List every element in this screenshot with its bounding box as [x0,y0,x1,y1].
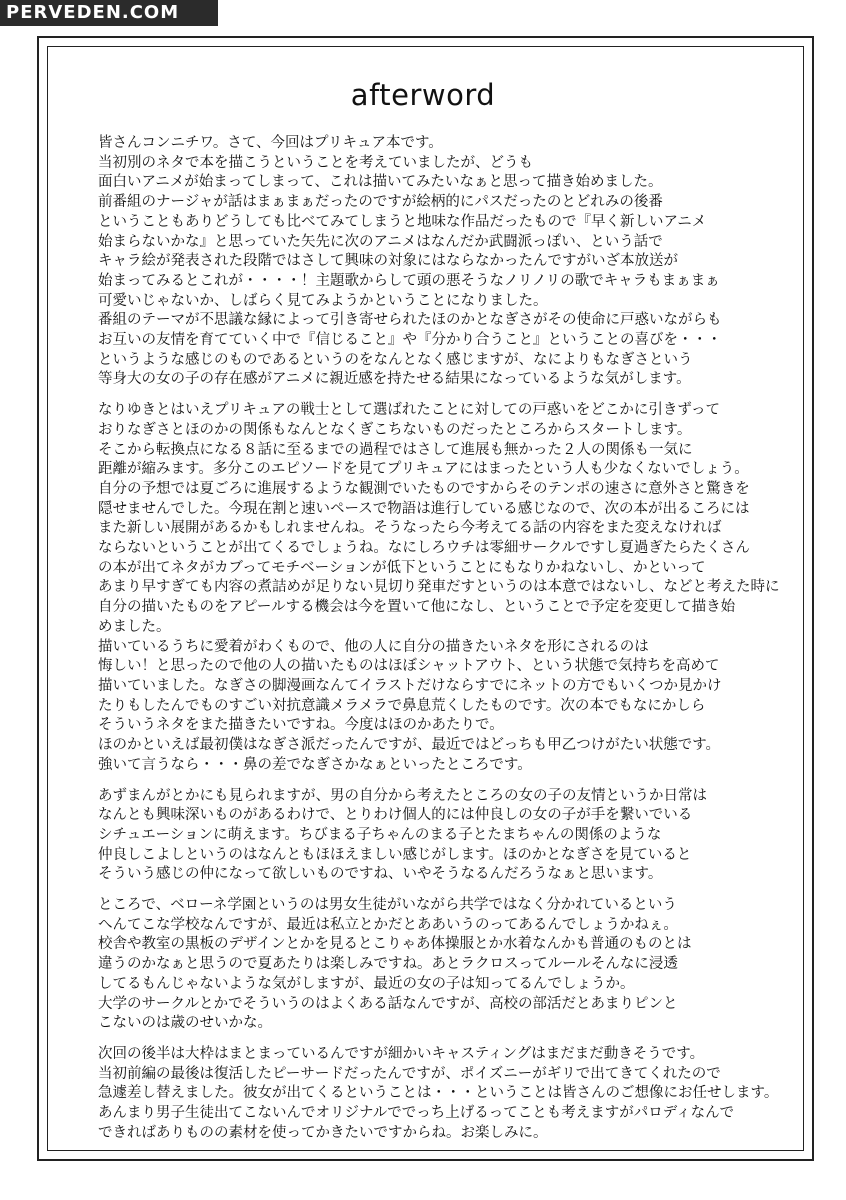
text-line: 悔しい！と思ったので他の人の描いたものはほぼシャットアウト、という状態で気持ちを高めて [98,658,720,675]
text-line: そこから転換点になる８話に至るまでの過程ではさして進展も無かった２人の関係も一気に [98,441,693,458]
text-line: あずまんがとかにも見られますが、男の自分から考えたところの女の子の友情というか日常は [98,787,707,804]
paragraph [98,1045,788,1144]
text-line: あんまり男子生徒出てこないんでオリジナルででっち上げるってことも考えますがパロディなんで [98,1105,735,1122]
text-line: ということもありどうしても比べてみてしまうと地味な作品だったもので『早く新しいアニメ [98,213,707,230]
text-line: 描いているうちに愛着がわくもので、他の人に自分の描きたいネタを形にされるのは [98,638,649,655]
text-line: 面白いアニメが始まってしまって、これは描いてみたいなぁと思って描き始めました。 [98,174,663,191]
text-line: 強いて言うなら・・・鼻の差でなぎさかなぁといったところです。 [98,756,532,773]
text-line: 大学のサークルとかでそういうのはよくある話なんですが、高校の部活だとあまりピンと [98,995,678,1012]
text-line: 急遽差し替えました。彼女が出てくるということは・・・ということは皆さんのご想像にお任せします。 [98,1085,779,1102]
text-line: シチュエーションに萌えます。ちびまる子ちゃんのまる子とたまちゃんの関係のような [98,826,662,843]
paragraph [98,787,788,886]
paragraph [98,401,788,775]
paragraph [98,896,788,1034]
text-line: こないのは歳のせいかな。 [98,1015,272,1032]
text-line: お互いの友情を育てていく中で『信じること』や『分かり合うこと』ということの喜びを・・・ [98,332,722,349]
text-line: あまり早すぎても内容の煮詰めが足りない見切り発車だすというのは本意ではないし、などと考えた時に [98,579,780,596]
text-line: ならないということが出てくるでしょうね。なにしろウチは零細サークルですし夏過ぎたらたくさん [98,540,750,557]
text-line: 番組のテーマが不思議な縁によって引き寄せられたほのかとなぎさがその使命に戸惑いながらも [98,312,722,329]
text-line: 皆さんコンニチワ。さて、今回はプリキュア本です。 [98,135,443,151]
text-line: 距離が縮みます。多分このエピソードを見てプリキュアにはまったという人も少なくないでしょう。 [98,461,749,478]
text-line: 始まらないかな』と思っていた矢先に次のアニメはなんだか武闘派っぽい、という話で [98,233,663,250]
text-line: 等身大の女の子の存在感がアニメに親近感を持たせる結果になっているような気がします。 [98,371,691,388]
text-line: そういう感じの仲になって欲しいものですね、いやそうなるんだろうなぁと思います。 [98,866,663,883]
text-line: 前番組のナージャが話はまぁまぁだったのですが絵柄的にパスだったのとどれみの後番 [98,194,663,211]
text-line: 隠せませんでした。今現在割と速いペースで物語は進行している感じなので、次の本が出るころには [98,500,750,517]
text-line: 自分の描いたものをアピールする機会は今を置いて他になし、ということで予定を変更して描き始 [98,599,736,616]
text-line: 当初前編の最後は復活したピーサードだったんですが、ポイズニーがギリで出てきてくれたので [98,1065,721,1082]
text-line: そういうネタをまた描きたいですね。今度はほのかあたりで。 [98,717,504,734]
text-line: めました。 [98,618,171,635]
text-line: また新しい展開があるかもしれませんね。そうなったら今考えてる話の内容をまた変えなければ [98,520,722,537]
text-line: ほのかといえば最初僕はなぎさ派だったんですが、最近ではどっちも甲乙つけがたい状態です。 [98,737,721,754]
text-line: 次回の後半は大枠はまとまっているんですが細かいキャスティングはまだまだ動きそうです。 [98,1045,705,1062]
text-line: なんとも興味深いものがあるわけで、とりわけ個人的には仲良しの女の子が手を繋いでいる [98,807,693,824]
afterword-body [98,134,788,1154]
text-line: ところで、ベローネ学園というのは男女生徒がいながら共学ではなく分かれているという [98,897,677,914]
text-line: 当初別のネタで本を描こうということを考えていましたが、どうも [98,154,533,171]
text-line: へんてこな学校なんですが、最近は私立とかだとああいうのってあるんでしょうかねぇ。 [98,916,678,933]
text-line: なりゆきとはいえプリキュアの戦士として選ばれたことに対しての戸惑いをどこかに引きずって [98,402,721,419]
text-line: できればありものの素材を使ってかきたいですからね。お楽しみに。 [98,1124,548,1141]
text-line: 違うのかなぁと思うので夏あたりは楽しみですね。あとラクロスってルールそんなに浸透 [98,956,678,973]
paragraph [98,134,788,390]
text-line: 仲良しこよしというのはなんともほほえましい感じがします。ほのかとなぎさを見ていると [98,846,692,863]
text-line: というような感じのものであるというのをなんとなく感じますが、なによりもなぎさという [98,351,693,368]
page-title: afterword [350,78,496,112]
text-line: してるもんじゃないような気がしますが、最近の女の子は知ってるんでしょうか。 [98,975,635,992]
text-line: の本が出てネタがカブってモチベーションが低下ということにもなりかねないし、かといって [98,559,706,576]
watermark: PERVEDEN.COM [0,0,218,26]
text-line: 描いていました。なぎさの脚漫画なんてイラストだけならすでにネットの方でもいくつか見かけ [98,677,722,694]
text-line: キャラ絵が発表された段階ではさして興味の対象にはならなかったんですがいざ本放送が [98,253,678,270]
text-line: 可愛いじゃないか、しばらく見てみようかということになりました。 [98,292,548,309]
text-line: 自分の予想では夏ごろに進展するような観測でいたものですからそのテンポの速さに意外さと驚きを [98,480,750,497]
text-line: 校舎や教室の黒板のデザインとかを見るとこりゃあ体操服とか水着なんかも普通のものとは [98,936,692,953]
text-line: 始まってみるとこれが・・・・！主題歌からして頭の悪そうなノリノリの歌でキャラもまぁまぁ [98,272,720,289]
text-line: おりなぎさとほのかの関係もなんとなくぎこちないものだったところからスタートします。 [98,421,692,438]
text-line: たりもしたんでものすごい対抗意識メラメラで鼻息荒くしたものです。次の本でもなにかしら [98,697,706,714]
